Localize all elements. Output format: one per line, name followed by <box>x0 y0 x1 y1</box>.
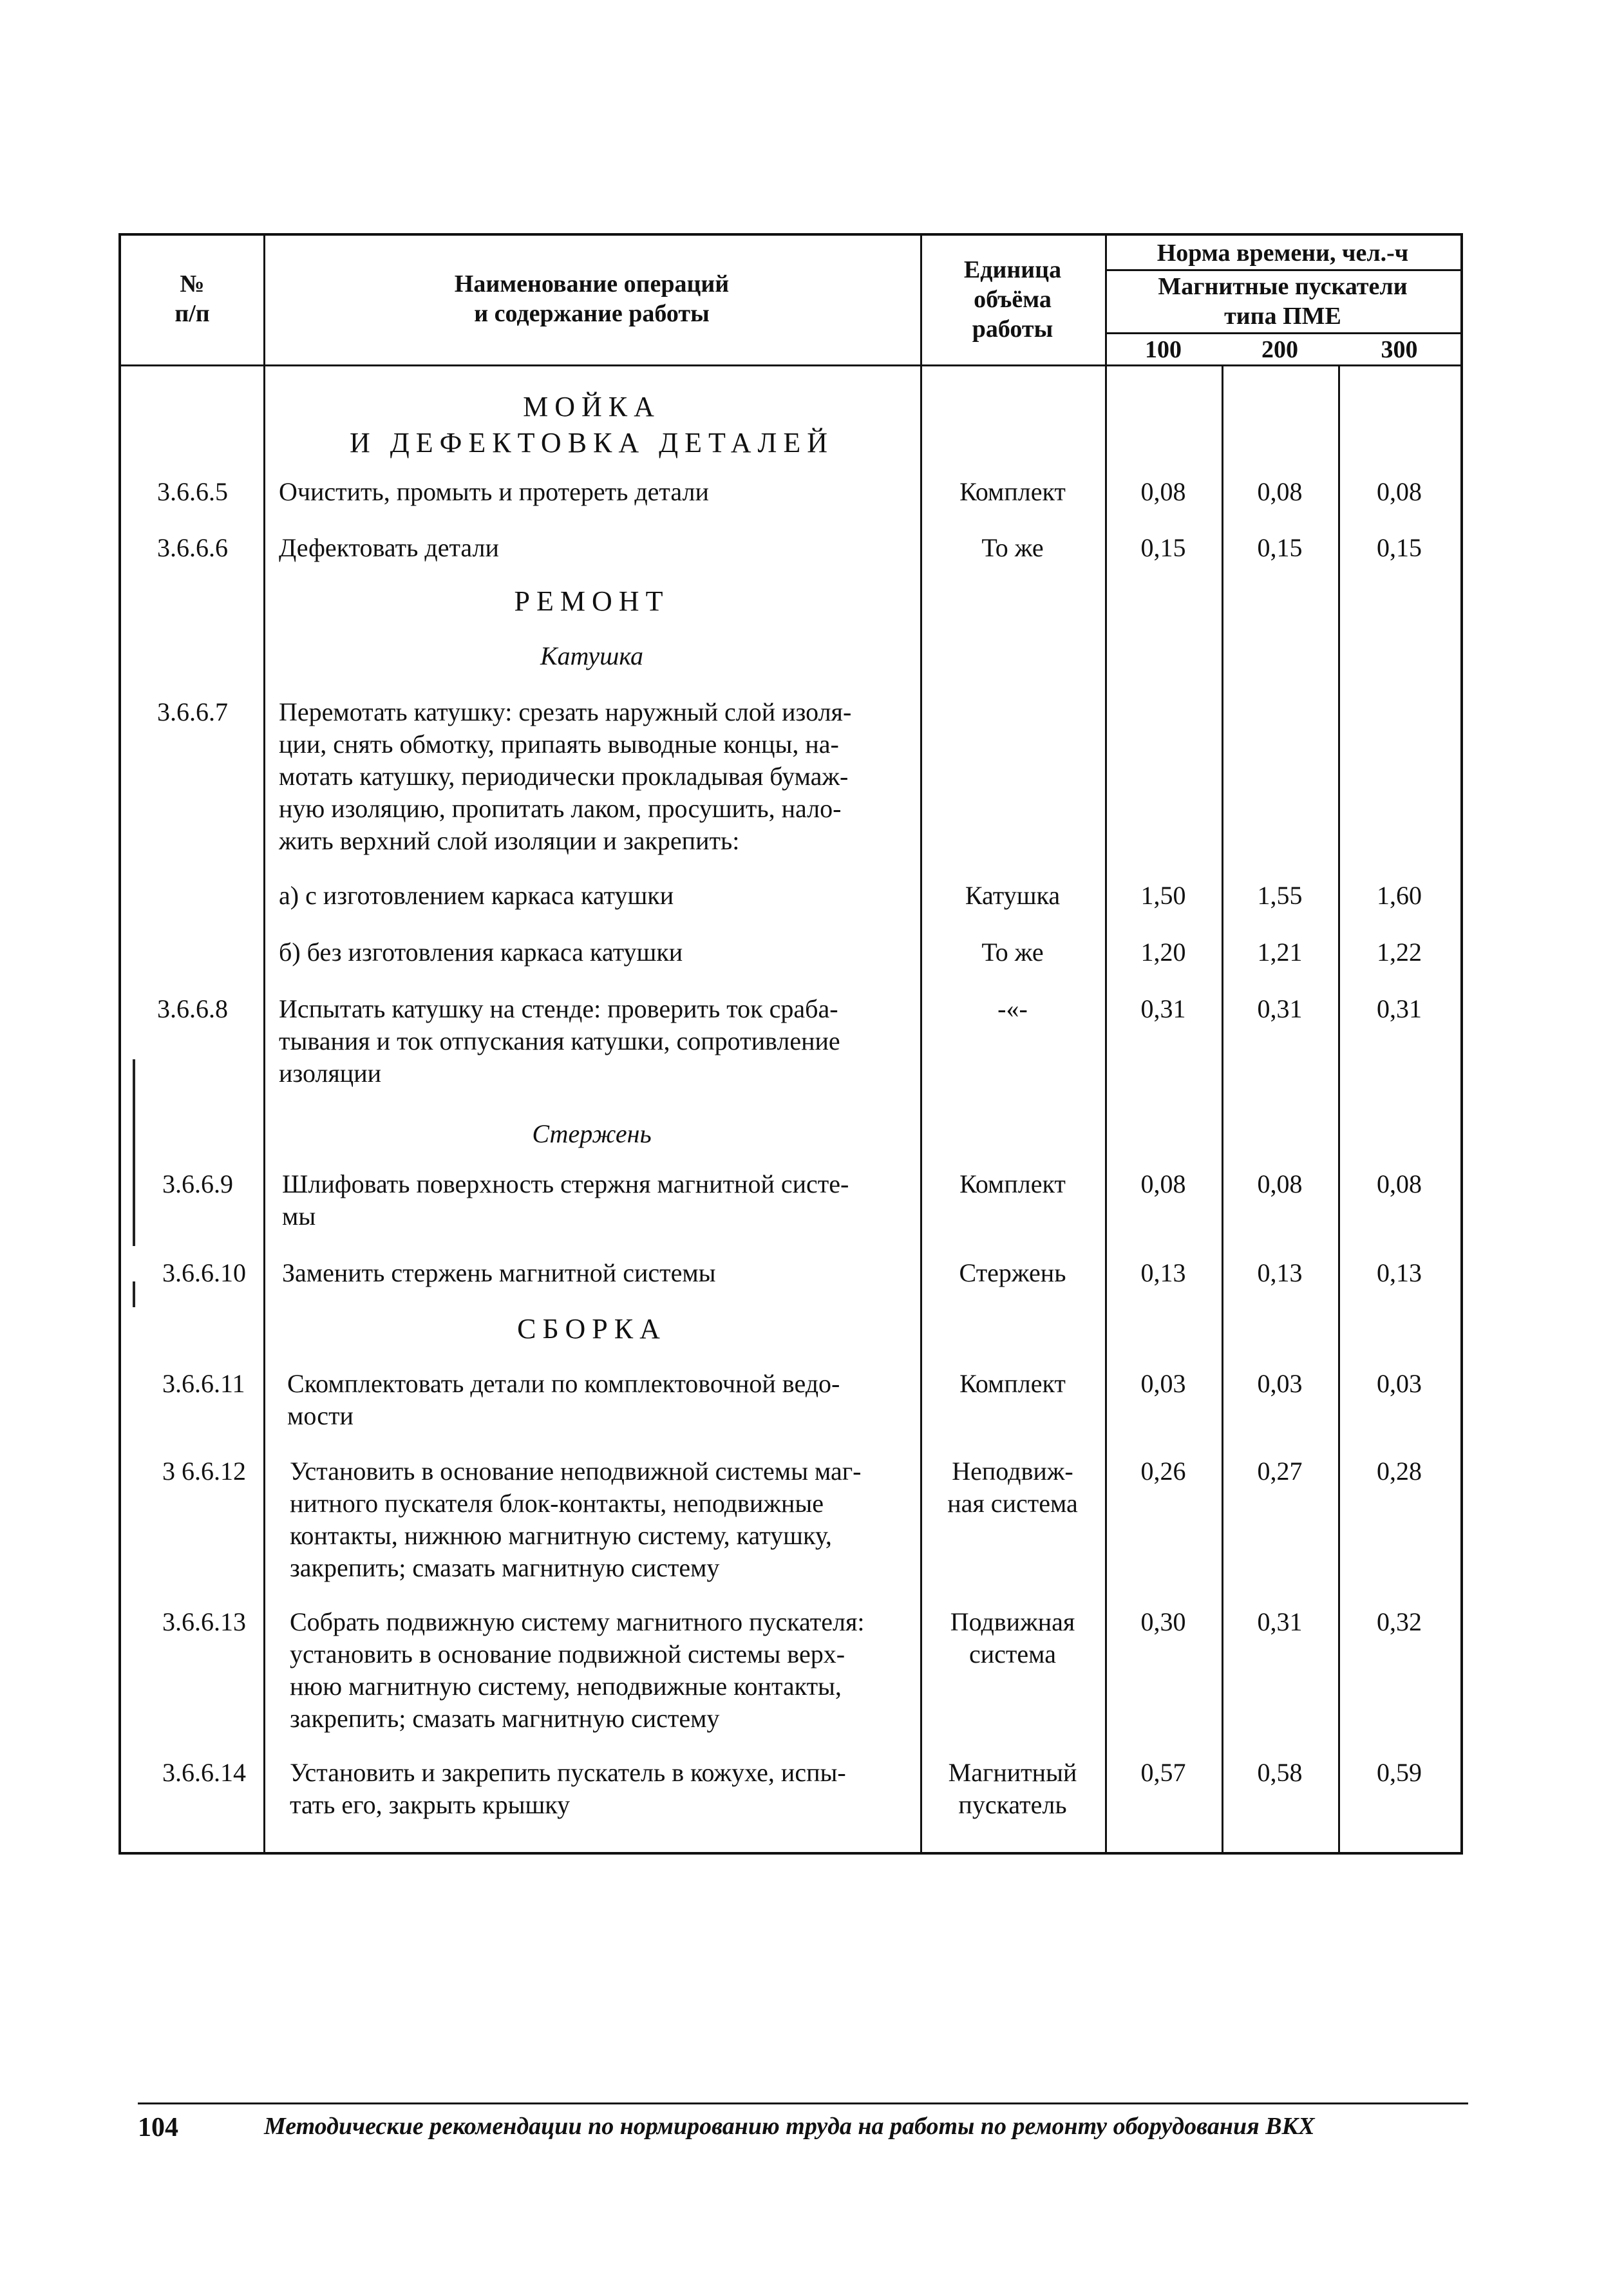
row-unit-line: пускатель <box>958 1790 1067 1819</box>
row-value-100: 0,15 <box>1140 533 1186 562</box>
row-value-200: 1,21 <box>1257 938 1303 967</box>
row-text-line: мы <box>282 1202 316 1231</box>
footer-title: Методические рекомендации по нормированию труда на работы по ремонту оборудования ВКХ <box>264 2113 1315 2140</box>
row-value-200: 0,15 <box>1257 533 1303 562</box>
subsection-title-rod: Стержень <box>532 1119 652 1148</box>
row-text: а) с изготовлением каркаса катушки <box>279 881 674 910</box>
row-value-300: 0,59 <box>1377 1758 1422 1787</box>
row-value-300: 0,13 <box>1377 1258 1422 1287</box>
row-text <box>279 696 923 857</box>
row-value-200: 0,58 <box>1257 1758 1303 1787</box>
row-text <box>287 1368 925 1432</box>
header-col-100: 100 <box>1145 336 1182 363</box>
row-text: Заменить стержень магнитной системы <box>282 1258 716 1287</box>
footer-divider <box>138 2102 1468 2104</box>
row-value-100: 0,13 <box>1140 1258 1186 1287</box>
norms-table <box>118 233 1463 1855</box>
page-number: 104 <box>138 2113 178 2142</box>
row-text-line: изоляции <box>279 1059 382 1088</box>
row-text <box>290 1606 927 1735</box>
row-text-line: мотать катушку, периодически прокладывая бумаж- <box>279 762 849 791</box>
row-text-line: закрепить; смазать магнитную систему <box>290 1704 720 1733</box>
row-number: 3.6.6.13 <box>162 1607 246 1636</box>
row-value-200: 0,13 <box>1257 1258 1303 1287</box>
row-value-100: 0,08 <box>1140 477 1186 506</box>
row-text-line: нитного пускателя блок-контакты, неподвижные <box>290 1489 824 1518</box>
section-washing-line2: И ДЕФЕКТОВКА ДЕТАЛЕЙ <box>349 427 835 458</box>
row-value-300: 1,60 <box>1377 881 1422 910</box>
row-value-100: 0,57 <box>1140 1758 1186 1787</box>
row-value-300: 0,08 <box>1377 477 1422 506</box>
scan-margin-mark <box>133 1281 135 1307</box>
row-number: 3.6.6.14 <box>162 1758 246 1787</box>
row-value-100: 0,30 <box>1140 1607 1186 1636</box>
row-text-line: Установить в основание неподвижной системы маг- <box>290 1457 862 1486</box>
section-title-washing <box>263 389 920 461</box>
row-text <box>290 1757 927 1821</box>
row-text: б) без изготовления каркаса катушки <box>279 938 683 967</box>
row-unit: То же <box>981 533 1044 562</box>
row-value-100: 0,31 <box>1140 994 1186 1023</box>
row-value-300: 0,08 <box>1377 1169 1422 1198</box>
scan-margin-mark <box>133 1059 135 1246</box>
row-value-300: 0,03 <box>1377 1369 1422 1398</box>
header-divider <box>1105 332 1460 334</box>
header-unit <box>920 255 1105 344</box>
section-washing-line1: МОЙКА <box>523 391 661 422</box>
row-value-100: 0,26 <box>1140 1457 1186 1486</box>
row-unit: Комплект <box>959 1169 1066 1198</box>
row-unit <box>920 1606 1105 1670</box>
row-unit-line: ная система <box>947 1489 1078 1518</box>
header-col-200: 200 <box>1261 336 1298 363</box>
row-text-line: ную изоляцию, пропитать лаком, просушить, нало- <box>279 794 842 823</box>
row-value-200: 0,31 <box>1257 1607 1303 1636</box>
header-name-line1: Наименование операций <box>454 270 730 298</box>
header-name <box>263 269 920 328</box>
row-value-200: 0,08 <box>1257 1169 1303 1198</box>
row-unit: Стержень <box>959 1258 1066 1287</box>
row-text-line: контакты, нижнюю магнитную систему, катушку, <box>290 1521 832 1550</box>
row-unit: Катушка <box>965 881 1061 910</box>
row-text-line: Собрать подвижную систему магнитного пускателя: <box>290 1607 865 1636</box>
row-unit-line: Неподвиж- <box>952 1457 1073 1486</box>
row-number: 3.6.6.9 <box>162 1169 233 1198</box>
row-text-line: установить в основание подвижной системы верх- <box>290 1639 845 1668</box>
row-value-100: 0,03 <box>1140 1369 1186 1398</box>
row-value-300: 0,31 <box>1377 994 1422 1023</box>
row-value-300: 0,32 <box>1377 1607 1422 1636</box>
row-number: 3.6.6.10 <box>162 1258 246 1287</box>
section-title-assembly: СБОРКА <box>517 1313 666 1345</box>
row-text-line: Перемотать катушку: срезать наружный слой изоля- <box>279 697 852 726</box>
row-number: 3 6.6.12 <box>162 1457 246 1486</box>
row-text-line: Скомплектовать детали по комплектовочной ведо- <box>287 1369 840 1398</box>
row-unit-line: Подвижная <box>950 1607 1075 1636</box>
row-text: Очистить, промыть и протереть детали <box>279 477 709 506</box>
subsection-title-coil: Катушка <box>540 641 644 670</box>
row-number: 3.6.6.5 <box>157 477 228 506</box>
row-unit: -«- <box>997 994 1028 1023</box>
row-unit <box>920 1455 1105 1520</box>
header-bottom-divider <box>121 364 1460 366</box>
row-text-line: тывания и ток отпускания катушки, сопротивление <box>279 1026 840 1055</box>
row-unit: Комплект <box>959 1369 1066 1398</box>
row-text-line: ции, снять обмотку, припаять выводные концы, на- <box>279 730 839 759</box>
row-unit-line: Магнитный <box>948 1758 1077 1787</box>
row-text-line: мости <box>287 1401 354 1430</box>
row-number: 3.6.6.8 <box>157 994 228 1023</box>
header-unit-line1: Единица <box>963 256 1062 283</box>
row-value-300: 0,28 <box>1377 1457 1422 1486</box>
row-text-line: Установить и закрепить пускатель в кожухе, испы- <box>290 1758 846 1787</box>
row-number: 3.6.6.7 <box>157 697 228 726</box>
row-value-200: 0,27 <box>1257 1457 1303 1486</box>
header-num <box>121 269 263 328</box>
header-col-300: 300 <box>1381 336 1418 363</box>
row-text <box>282 1168 926 1233</box>
row-text-line: жить верхний слой изоляции и закрепить: <box>279 826 740 855</box>
column-divider <box>263 236 265 1852</box>
row-text-line: Испытать катушку на стенде: проверить ток сраба- <box>279 994 838 1023</box>
row-text-line: тать его, закрыть крышку <box>290 1790 571 1819</box>
header-group <box>1105 272 1460 331</box>
row-text-line: Шлифовать поверхность стержня магнитной систе- <box>282 1169 849 1198</box>
row-text-line: нюю магнитную систему, неподвижные контакты, <box>290 1672 842 1701</box>
row-value-200: 0,31 <box>1257 994 1303 1023</box>
row-value-200: 0,03 <box>1257 1369 1303 1398</box>
row-unit-line: система <box>969 1639 1056 1668</box>
row-value-300: 0,15 <box>1377 533 1422 562</box>
row-text <box>290 1455 927 1584</box>
row-text <box>279 993 923 1090</box>
header-unit-line3: работы <box>972 316 1053 343</box>
header-divider <box>1105 269 1460 271</box>
header-num-line2: п/п <box>175 300 210 327</box>
row-unit: Комплект <box>959 477 1066 506</box>
header-name-line2: и содержание работы <box>474 300 710 327</box>
row-value-300: 1,22 <box>1377 938 1422 967</box>
row-value-100: 1,50 <box>1140 881 1186 910</box>
section-title-repair: РЕМОНТ <box>514 585 670 617</box>
row-text-line: закрепить; смазать магнитную систему <box>290 1553 720 1582</box>
row-number: 3.6.6.6 <box>157 533 228 562</box>
row-unit: То же <box>981 938 1044 967</box>
row-text: Дефектовать детали <box>279 533 499 562</box>
row-unit <box>920 1757 1105 1821</box>
header-num-line1: № <box>180 270 205 298</box>
row-value-200: 1,55 <box>1257 881 1303 910</box>
header-group-line2: типа ПМЕ <box>1224 303 1341 330</box>
header-unit-line2: объёма <box>974 286 1052 313</box>
row-value-100: 0,08 <box>1140 1169 1186 1198</box>
header-norm: Норма времени, чел.-ч <box>1157 240 1409 267</box>
row-number: 3.6.6.11 <box>162 1369 245 1398</box>
header-group-line1: Магнитные пускатели <box>1158 273 1408 300</box>
row-value-100: 1,20 <box>1140 938 1186 967</box>
row-value-200: 0,08 <box>1257 477 1303 506</box>
